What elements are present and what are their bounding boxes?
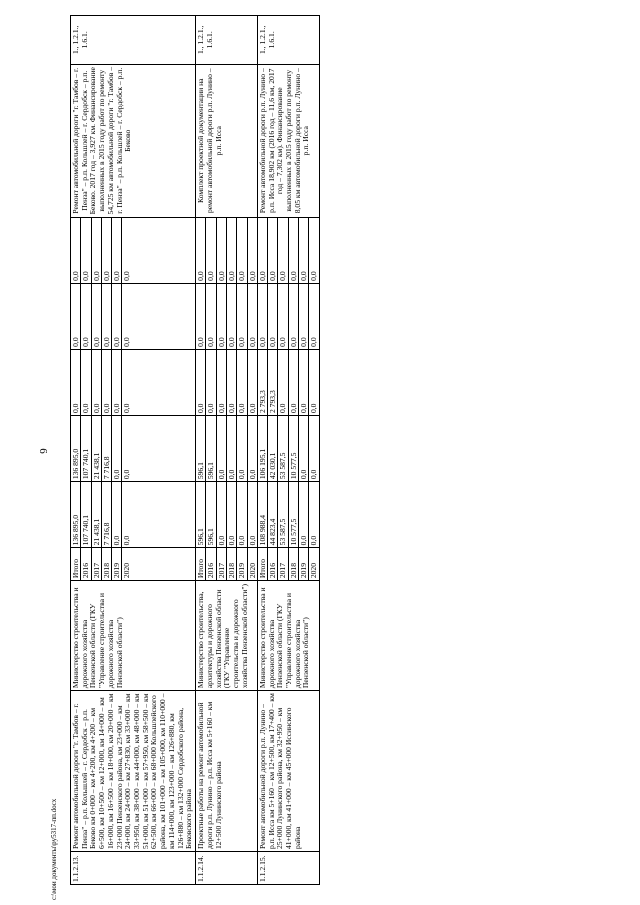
year-label: 2016 — [81, 548, 91, 580]
funding-value: 0,0 — [92, 284, 102, 349]
funding-value: 0,0 — [247, 337, 257, 347]
funding-column — [196, 217, 258, 283]
funding-value: 0,0 — [217, 350, 227, 415]
funding-value: 0,0 — [299, 284, 309, 349]
funding-value: 0,0 — [81, 350, 91, 415]
funding-value: 10 577,5 — [289, 416, 299, 481]
year-label: 2016 — [206, 548, 216, 580]
funding-value: 0,0 — [227, 482, 237, 547]
funding-value: 0,0 — [217, 218, 227, 283]
year-label: 2017 — [92, 548, 102, 580]
activity-name: Ремонт автомобильной дороги р.п. Лунино – р.п. Исса км 5+160 – км 12+500, км 17+400 – км 25+000 Лунинского района, км 32+950 – км 41+000, км 41+000 – км 45+000 Иссинского района — [257, 691, 319, 852]
funding-value: 108 988,4 — [258, 482, 268, 547]
funding-column — [257, 482, 319, 548]
funding-value: 0,0 — [206, 284, 216, 349]
expected-result: Ремонт автомобильной дороги р.п. Лунино – р.п. Исса 18,902 км (2016 год – 11,6 км, 2017 год – 7,302 км). Финансирование выполненных в 2015 году работ по ремонту 8,05 км автомобильной дороги р.п. Лунино – р.п. Исса — [257, 64, 319, 217]
year-label: 2020 — [122, 562, 132, 579]
footer-path: c:\мои документы\ру5317-пп.docx — [50, 798, 58, 900]
funding-value: 0,0 — [258, 218, 268, 283]
funding-value: 0,0 — [122, 337, 132, 347]
funding-value: 0,0 — [112, 482, 122, 547]
funding-column — [196, 283, 258, 349]
funding-value: 0,0 — [247, 535, 257, 546]
funding-value: 0,0 — [237, 350, 247, 415]
funding-value: 42 030,1 — [268, 416, 278, 481]
year-column — [71, 548, 196, 581]
funding-value: 0,0 — [299, 482, 309, 547]
funding-value: 0,0 — [258, 284, 268, 349]
funding-value: 0,0 — [71, 218, 81, 283]
activity-name: Ремонт автомобильной дороги "г. Тамбов – г. Пенза" – р.п. Кольшлей – г. Сердобск – р.п. Беково км 0+000 – км 4+200, км 4+200 – км 6+500, км 10+500 – км 12+000, км 14+000 – км 16+000, км 16+500 – км 18+000, км 20+000 – км 23+000 Пензенского района, км 23+000 – км 24+000, км 24+000 – км 27+830, км 33+000 – км 33+950, км 38+000 – км 44+000, км 48+000 – км 51+000, км 51+000 – км 57+950, км 58+500 – км 62+500, км 66+000 – км 68+000 Кольшлейского района, км 101+000 – км 105+000, км 110+000 – км 114+000, км 123+000 – км 126+880, км 126+880 – км 132+000 Сердобского района, Бековского района — [71, 691, 196, 852]
funding-value: 7 716,8 — [102, 482, 112, 547]
funding-value: 2 793,3 — [258, 350, 268, 415]
funding-value: 0,0 — [196, 284, 206, 349]
funding-value: 44 823,4 — [268, 482, 278, 547]
funding-value: 0,0 — [92, 350, 102, 415]
year-label: 2017 — [217, 548, 227, 580]
funding-value: 0,0 — [309, 535, 319, 546]
funding-value: 106 195,1 — [258, 416, 268, 481]
funding-column — [257, 283, 319, 349]
funding-value: 0,0 — [227, 416, 237, 481]
funding-value: 0,0 — [227, 350, 237, 415]
funding-value: 0,0 — [71, 350, 81, 415]
funding-value: 596,1 — [206, 416, 216, 481]
funding-value: 0,0 — [122, 403, 132, 414]
funding-value: 2 793,3 — [268, 350, 278, 415]
funding-value: 0,0 — [122, 535, 132, 546]
funding-value: 0,0 — [206, 350, 216, 415]
funding-column — [71, 482, 196, 548]
funding-value: 136 895,0 — [71, 482, 81, 547]
year-column — [257, 548, 319, 581]
year-label: 2020 — [247, 562, 257, 579]
funding-value: 0,0 — [278, 350, 288, 415]
funding-value: 21 438,1 — [92, 482, 102, 547]
funding-column — [71, 217, 196, 283]
funding-value: 107 740,1 — [81, 416, 91, 481]
indicator-ref: 1., 1.2.1., 1.6.1. — [257, 16, 319, 65]
funding-value: 596,1 — [196, 482, 206, 547]
funding-value: 0,0 — [92, 218, 102, 283]
funding-value: 0,0 — [102, 350, 112, 415]
funding-value: 0,0 — [237, 218, 247, 283]
program-table — [70, 15, 320, 885]
funding-value: 0,0 — [289, 284, 299, 349]
year-label: 2018 — [289, 548, 299, 580]
row-number: 1.1.2.15. — [257, 852, 319, 885]
expected-result: Ремонт автомобильной дороги "г. Тамбов – г. Пенза" – р.п. Кольшлей – г. Сердобск – р.п. Беково. 2017 год – 3,927 км. Финансирование выполненных в 2015 году работ по ремонту 54,725 км автомобильной дороги "г. Тамбов – г. Пенза" – р.п. Кольшлей – г. Сердобск – р.п. Беково — [71, 64, 196, 217]
funding-value: 107 740,1 — [81, 482, 91, 547]
year-label: 2019 — [237, 548, 247, 580]
activity-name: Проектные работы на ремонт автомобильной дороги р.п. Лунино – р.п. Исса км 5+160 – км 12+500 Лунинского района — [196, 691, 258, 852]
executor: Министерство строительства и дорожного хозяйства Пензенской области (ГКУ "Управление строительства и дорожного хозяйства Пензенской области") — [257, 581, 319, 691]
funding-column — [257, 217, 319, 283]
row-number: 1.1.2.13. — [71, 852, 196, 885]
funding-value: 0,0 — [112, 350, 122, 415]
year-label: Итого — [258, 548, 268, 580]
executor: Министерство строительства, архитектуры и дорожного хозяйства Пензенской области (ГКУ "Управление строительства и дорожного хозяйства Пензенской области") — [196, 581, 258, 691]
funding-value: 0,0 — [196, 350, 206, 415]
funding-column — [196, 482, 258, 548]
year-label: Итого — [196, 548, 206, 580]
funding-column — [71, 416, 196, 482]
funding-value: 0,0 — [196, 218, 206, 283]
year-label: 2019 — [299, 548, 309, 580]
year-label: 2017 — [278, 548, 288, 580]
funding-value: 0,0 — [227, 284, 237, 349]
year-label: 2020 — [309, 562, 319, 579]
funding-value: 0,0 — [217, 284, 227, 349]
funding-value: 10 577,5 — [289, 482, 299, 547]
funding-value: 0,0 — [247, 469, 257, 480]
funding-value: 0,0 — [217, 416, 227, 481]
funding-value: 136 895,0 — [71, 416, 81, 481]
funding-value: 0,0 — [289, 218, 299, 283]
funding-value: 0,0 — [71, 284, 81, 349]
funding-value: 0,0 — [81, 218, 91, 283]
funding-value: 0,0 — [268, 284, 278, 349]
funding-column — [257, 416, 319, 482]
funding-column — [71, 283, 196, 349]
funding-value: 0,0 — [227, 218, 237, 283]
page-number: 6 — [36, 448, 49, 454]
funding-column — [196, 349, 258, 415]
funding-value: 0,0 — [247, 403, 257, 414]
indicator-ref: 1., 1.2.1., 1.6.1. — [71, 16, 196, 65]
year-label: 2019 — [112, 548, 122, 580]
funding-value: 0,0 — [299, 218, 309, 283]
funding-value: 0,0 — [122, 271, 132, 281]
funding-value: 0,0 — [299, 416, 309, 481]
year-label: 2016 — [268, 548, 278, 580]
funding-value: 53 587,5 — [278, 482, 288, 547]
funding-value: 0,0 — [237, 284, 247, 349]
funding-value: 0,0 — [309, 271, 319, 281]
year-label: 2018 — [227, 548, 237, 580]
funding-value: 0,0 — [309, 337, 319, 347]
funding-value: 0,0 — [247, 271, 257, 281]
funding-value: 0,0 — [206, 218, 216, 283]
funding-value: 0,0 — [112, 284, 122, 349]
funding-value: 596,1 — [206, 482, 216, 547]
funding-value: 53 587,5 — [278, 416, 288, 481]
funding-value: 0,0 — [278, 218, 288, 283]
funding-value: 7 716,8 — [102, 416, 112, 481]
year-label: 2018 — [102, 548, 112, 580]
funding-column — [71, 349, 196, 415]
row-number: 1.1.2.14. — [196, 852, 258, 885]
funding-value: 0,0 — [289, 350, 299, 415]
funding-value: 0,0 — [268, 218, 278, 283]
indicator-ref: 1., 1.2.1., 1.6.1. — [196, 16, 258, 65]
funding-value: 0,0 — [217, 482, 227, 547]
table-row — [196, 16, 258, 885]
funding-value: 0,0 — [81, 284, 91, 349]
funding-value: 0,0 — [278, 284, 288, 349]
executor: Министерство строительства и дорожного хозяйства Пензенской области (ГКУ "Управление строительства и дорожного хозяйства Пензенской области") — [71, 581, 196, 691]
funding-value: 596,1 — [196, 416, 206, 481]
funding-value: 0,0 — [299, 350, 309, 415]
funding-value: 0,0 — [112, 416, 122, 481]
funding-value: 21 438,1 — [92, 416, 102, 481]
funding-column — [196, 416, 258, 482]
funding-value: 0,0 — [237, 482, 247, 547]
funding-value: 0,0 — [102, 284, 112, 349]
funding-column — [257, 349, 319, 415]
expected-result: Комплект проектной документации на ремонт автомобильной дороги р.п. Лунино – р.п. Исса — [196, 64, 258, 217]
funding-value: 0,0 — [122, 469, 132, 480]
funding-value: 0,0 — [309, 403, 319, 414]
funding-value: 0,0 — [102, 218, 112, 283]
year-label: Итого — [71, 548, 81, 580]
funding-value: 0,0 — [309, 469, 319, 480]
year-column — [196, 548, 258, 581]
table-row — [71, 16, 196, 885]
funding-value: 0,0 — [237, 416, 247, 481]
funding-value: 0,0 — [112, 218, 122, 283]
table-row — [257, 16, 319, 885]
